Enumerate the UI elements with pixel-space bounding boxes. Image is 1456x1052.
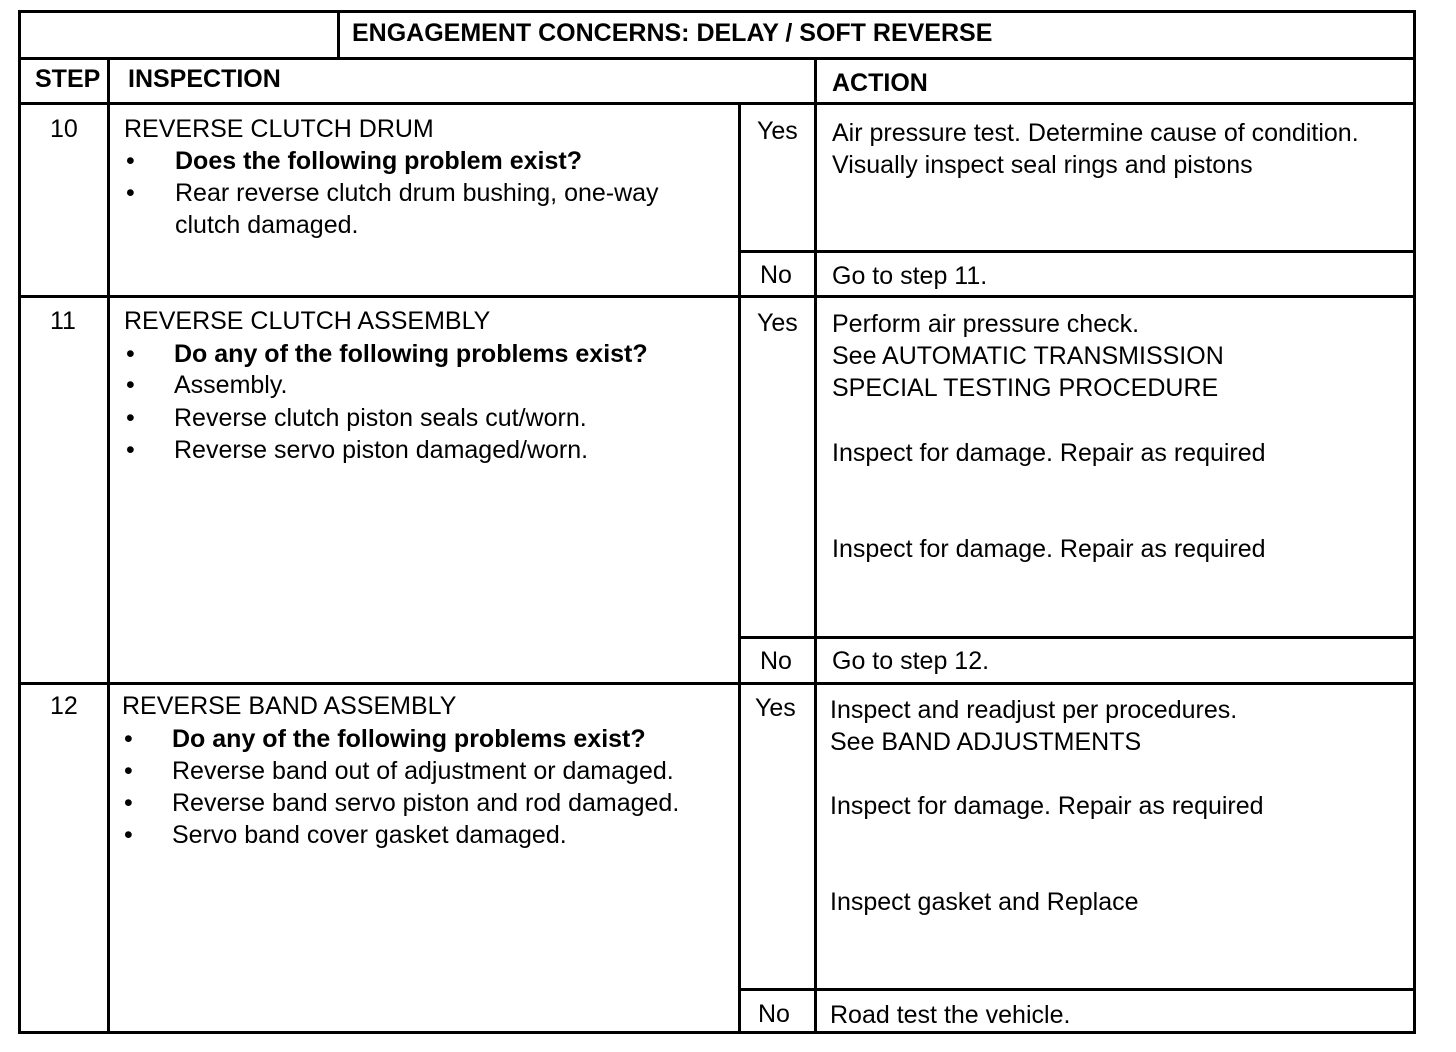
yes-label: Yes <box>757 117 798 145</box>
inspection-question: Does the following problem exist? <box>175 147 582 175</box>
row-12-yes-no-divider <box>740 988 1416 991</box>
action-header: ACTION <box>832 69 928 97</box>
row-10-bottom-divider <box>18 295 1416 298</box>
no-label: No <box>758 1000 790 1028</box>
inspection-item: Reverse servo piston damaged/worn. <box>174 436 589 464</box>
bullet-icon: • <box>124 725 133 753</box>
no-label: No <box>760 647 792 675</box>
yes-label: Yes <box>755 694 796 722</box>
bullet-icon: • <box>126 179 135 207</box>
bullet-icon: • <box>126 436 135 464</box>
row-11-bottom-divider <box>18 682 1416 685</box>
inspection-item: Reverse band out of adjustment or damaged. <box>172 757 674 785</box>
bullet-icon: • <box>126 404 135 432</box>
inspection-header: INSPECTION <box>128 65 281 93</box>
yes-action: Inspect gasket and Replace <box>830 888 1139 916</box>
yes-action: SPECIAL TESTING PROCEDURE <box>832 374 1219 402</box>
component-name: REVERSE CLUTCH ASSEMBLY <box>124 307 491 335</box>
step-column-divider <box>107 57 110 1034</box>
yes-action: Inspect for damage. Repair as required <box>832 535 1266 563</box>
bullet-icon: • <box>126 147 135 175</box>
yes-action: Inspect for damage. Repair as required <box>832 439 1266 467</box>
step-header: STEP <box>35 65 101 93</box>
no-label: No <box>760 261 792 289</box>
component-name: REVERSE BAND ASSEMBLY <box>122 692 457 720</box>
yes-action: Visually inspect seal rings and pistons <box>832 151 1253 179</box>
yes-action: See AUTOMATIC TRANSMISSION <box>832 342 1224 370</box>
inspection-item: Reverse clutch piston seals cut/worn. <box>174 404 587 432</box>
inspection-question: Do any of the following problems exist? <box>174 340 648 368</box>
inspection-question: Do any of the following problems exist? <box>172 725 646 753</box>
step-number: 12 <box>50 692 78 720</box>
yes-label: Yes <box>757 309 798 337</box>
title-row-divider <box>18 57 1416 60</box>
yes-action: Air pressure test. Determine cause of condition. <box>832 119 1359 147</box>
bullet-icon: • <box>124 789 133 817</box>
row-11-yes-no-divider <box>740 636 1416 639</box>
component-name: REVERSE CLUTCH DRUM <box>124 115 434 143</box>
step-number: 10 <box>50 115 78 143</box>
no-action: Go to step 12. <box>832 647 990 675</box>
yes-action: Perform air pressure check. <box>832 310 1140 338</box>
bullet-icon: • <box>126 371 135 399</box>
inspection-item: Assembly. <box>174 371 288 399</box>
action-column-divider <box>814 57 817 1034</box>
bullet-icon: • <box>126 340 135 368</box>
table-title: ENGAGEMENT CONCERNS: DELAY / SOFT REVERSE <box>352 19 993 47</box>
title-left-divider <box>337 10 340 58</box>
yes-no-column-divider <box>738 102 741 1034</box>
inspection-item: Servo band cover gasket damaged. <box>172 821 567 849</box>
yes-action: Inspect and readjust per procedures. <box>830 696 1238 724</box>
bullet-icon: • <box>124 757 133 785</box>
step-number: 11 <box>50 307 76 335</box>
no-action: Road test the vehicle. <box>830 1001 1071 1029</box>
inspection-item: clutch damaged. <box>175 211 359 239</box>
inspection-item: Reverse band servo piston and rod damaged. <box>172 789 680 817</box>
header-row-divider <box>18 102 1416 105</box>
inspection-item: Rear reverse clutch drum bushing, one-way <box>175 179 659 207</box>
bullet-icon: • <box>124 821 133 849</box>
no-action: Go to step 11. <box>832 262 988 290</box>
yes-action: See BAND ADJUSTMENTS <box>830 728 1142 756</box>
row-10-yes-no-divider <box>740 250 1416 253</box>
yes-action: Inspect for damage. Repair as required <box>830 792 1264 820</box>
